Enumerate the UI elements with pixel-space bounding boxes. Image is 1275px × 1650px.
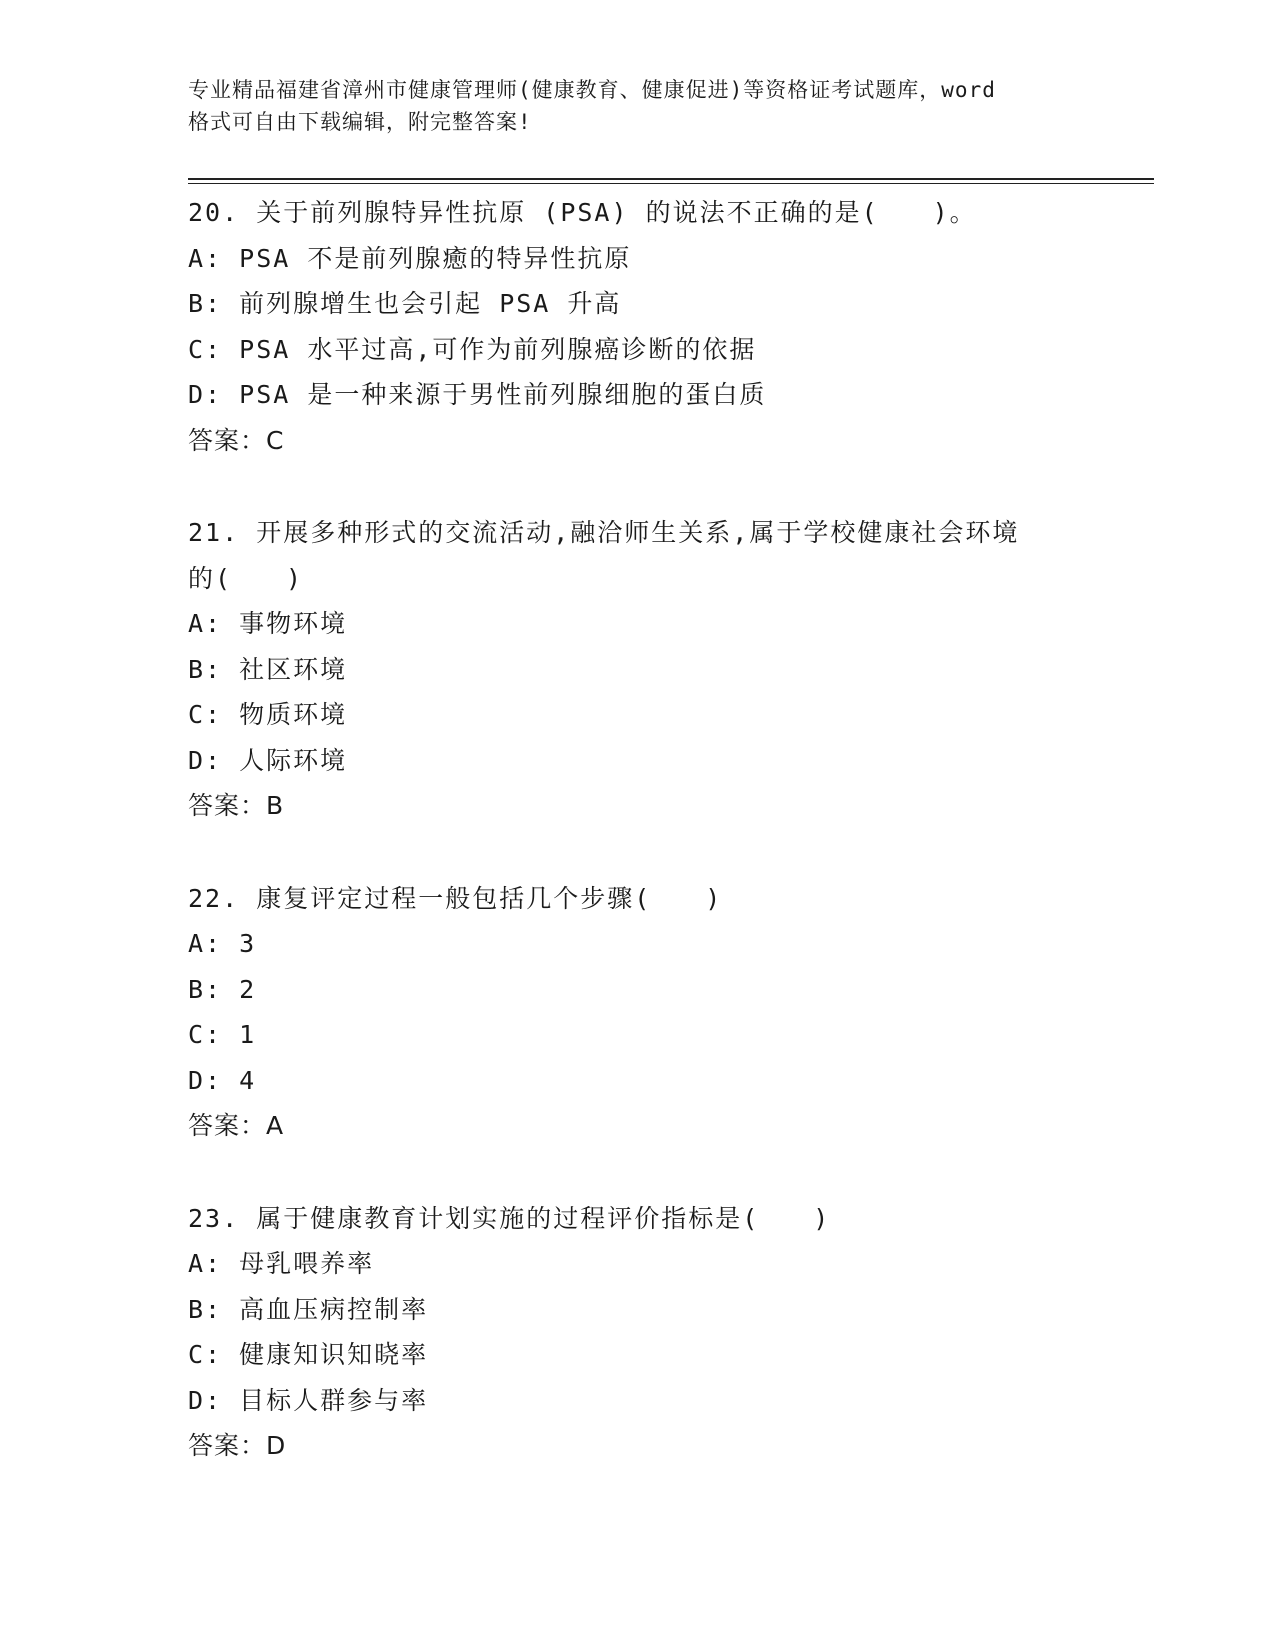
question-21 [188,510,1068,829]
answer-value: A [266,1111,285,1140]
option-a: A: 母乳喂养率 [188,1249,375,1278]
option-a: A: PSA 不是前列腺癒的特异性抗原 [188,243,632,273]
question-number: 20. [188,198,240,227]
question-23 [188,1196,1068,1469]
option-d: D: PSA 是一种来源于男性前列腺细胞的蛋白质 [188,380,767,409]
option-b: B: 前列腺增生也会引起 PSA 升高 [188,289,622,318]
question-text: 属于健康教育计划实施的过程评价指标是( ) [256,1203,831,1233]
option-c: C: 健康知识知晓率 [188,1340,429,1369]
answer-value: D [266,1431,287,1460]
answer-label: 答案： [188,425,267,455]
question-text: 开展多种形式的交流活动,融洽师生关系,属于学校健康社会环境 [256,518,1020,547]
option-a: A: 事物环境 [188,609,348,638]
option-d: D: 4 [188,1065,257,1095]
question-list [188,190,1068,1516]
question-stem [188,190,1068,236]
question-stem-line-1 [188,510,1068,556]
question-22 [188,876,1068,1149]
question-number: 22. [188,883,240,913]
answer-label: 答案： [188,1111,267,1140]
answer-value: B [266,791,285,820]
option-a: A: 3 [188,929,257,958]
question-stem-line-2: 的( ) [188,563,304,593]
header-line-1: 专业精品福建省漳州市健康管理师(健康教育、健康促进)等资格证考试题库，word [188,78,996,102]
answer-line [188,1103,1068,1149]
question-text: 关于前列腺特异性抗原 (PSA) 的说法不正确的是( )。 [256,198,977,227]
document-header [188,74,1088,138]
question-20 [188,190,1068,463]
question-stem [188,1196,1068,1242]
option-b: B: 高血压病控制率 [188,1294,429,1324]
answer-line [188,1423,1068,1469]
option-b: B: 社区环境 [188,654,348,684]
answer-line [188,783,1068,829]
answer-label: 答案： [188,1431,267,1460]
question-number: 21. [188,518,240,547]
option-b: B: 2 [188,974,257,1004]
answer-line [188,418,1068,464]
header-divider-thin [188,183,1154,184]
header-divider-thick [188,178,1154,180]
option-d: D: 人际环境 [188,745,348,775]
option-c: C: 1 [188,1020,257,1049]
question-text: 康复评定过程一般包括几个步骤( ) [256,883,723,913]
option-d: D: 目标人群参与率 [188,1385,429,1415]
question-number: 23. [188,1203,240,1233]
answer-value: C [266,425,285,455]
header-line-2: 格式可自由下载编辑，附完整答案! [188,110,532,134]
question-stem [188,876,1068,922]
option-c: C: 物质环境 [188,700,348,729]
option-c: C: PSA 水平过高,可作为前列腺癌诊断的依据 [188,334,757,364]
answer-label: 答案： [188,791,267,820]
